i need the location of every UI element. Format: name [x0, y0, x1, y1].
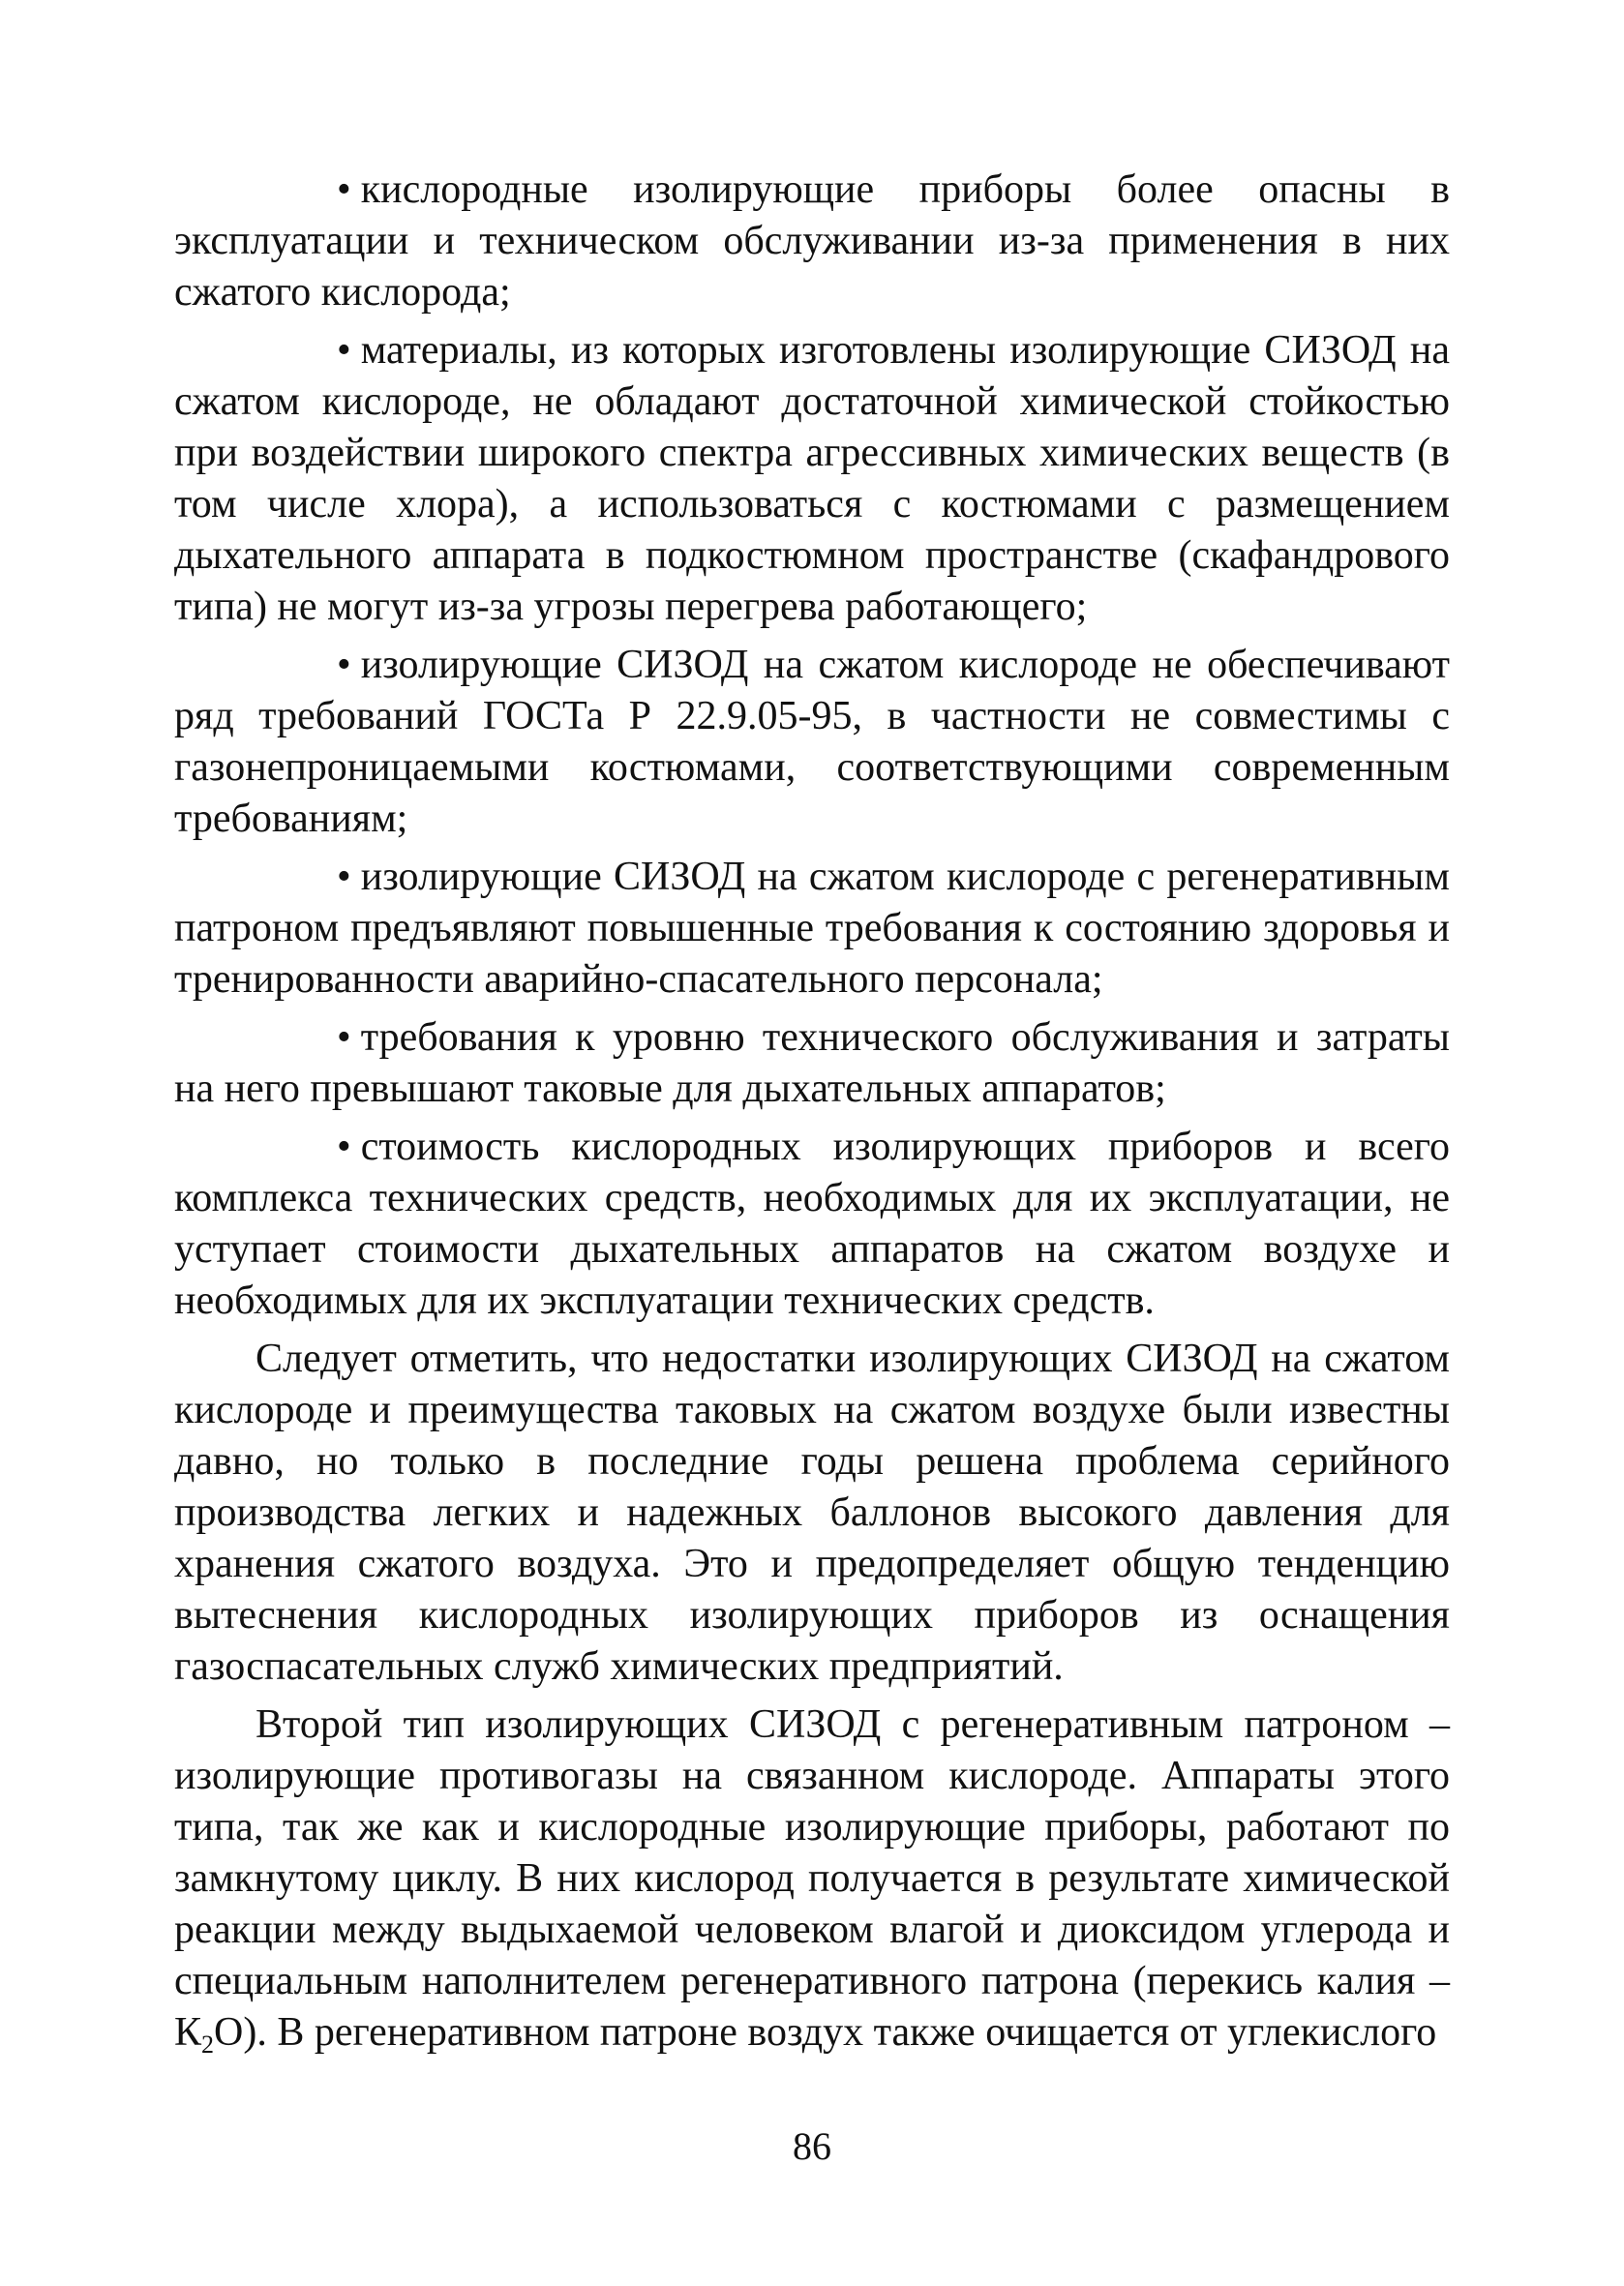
- bullet-text: изолирующие СИЗОД на сжатом кислороде с регенеративным патроном предъявляют повышенные требования к состоянию здоровья и тренированности аварийно-спасательного персонала;: [174, 855, 1450, 1002]
- page-number: 86: [793, 2124, 831, 2168]
- paragraph-text-after: ). В регенеративном патроне воздух также очищается от углекислого: [243, 2010, 1437, 2055]
- bullet-item: [174, 1122, 1450, 1327]
- bullet-item: [174, 1012, 1450, 1115]
- bullet-icon: •: [337, 328, 351, 373]
- bullet-item: [174, 165, 1450, 318]
- bullet-text: кислородные изолирующие приборы более опасны в эксплуатации и техническом обслуживании из-за применения в них сжатого кислорода;: [174, 167, 1450, 315]
- bullet-text: материалы, из которых изготовлены изолирующие СИЗОД на сжатом кислороде, не обладают достаточной химической стойкостью при воздействии широкого спектра агрессивных химических веществ (в том числе хлора), а использоваться с костюмами с размещением дыхательного аппарата в подкостюмном пространстве (скафандрового типа) не могут из-за угрозы перегрева работающего;: [174, 328, 1450, 629]
- bullet-icon: •: [337, 167, 351, 212]
- bullet-icon: •: [337, 1015, 351, 1060]
- paragraph-text-before: Второй тип изолирующих СИЗОД с регенеративным патроном – изолирующие противогазы на связанном кислороде. Аппараты этого типа, так же как и кислородные изолирующие приборы, работают по замкнутому циклу. В них кислород получается в результате химической реакции между выдыхаемой человеком влагой и диоксидом углерода и специальным наполнителем регенеративного патрона (перекись калия –: [174, 1702, 1450, 2003]
- page-body: [174, 165, 1450, 2065]
- bullet-text: требования к уровню технического обслуживания и затраты на него превышают таковые для дыхательных аппаратов;: [174, 1015, 1450, 1111]
- chemical-formula: $К_2О$: [174, 2010, 244, 2059]
- bullet-item: [174, 640, 1450, 845]
- bullet-item: [174, 852, 1450, 1006]
- bullet-text: изолирующие СИЗОД на сжатом кислороде не обеспечивают ряд требований ГОСТа Р 22.9.05-95, в частности не совместимы с газонепроницаемыми костюмами, соответствующими современным требованиям;: [174, 643, 1450, 841]
- bullet-icon: •: [337, 855, 351, 899]
- bullet-icon: •: [337, 643, 351, 687]
- paragraph-second-type: [174, 1699, 1450, 2059]
- bullet-icon: •: [337, 1125, 351, 1169]
- bullet-text: стоимость кислородных изолирующих приборов и всего комплекса технических средств, необходимых для их эксплуатации, не уступает стоимости дыхательных аппаратов на сжатом воздухе и необходимых для их эксплуатации технических средств.: [174, 1125, 1450, 1323]
- paragraph-shortcomings: Следует отметить, что недостатки изолирующих СИЗОД на сжатом кислороде и преимущества таковых на сжатом воздухе были известны давно, но только в последние годы решена проблема серийного производства легких и надежных баллонов высокого давления для хранения сжатого воздуха. Это и предопределяет общую тенденцию вытеснения кислородных изолирующих приборов из оснащения газоспасательных служб химических предприятий.: [174, 1337, 1450, 1689]
- bullet-item: [174, 325, 1450, 633]
